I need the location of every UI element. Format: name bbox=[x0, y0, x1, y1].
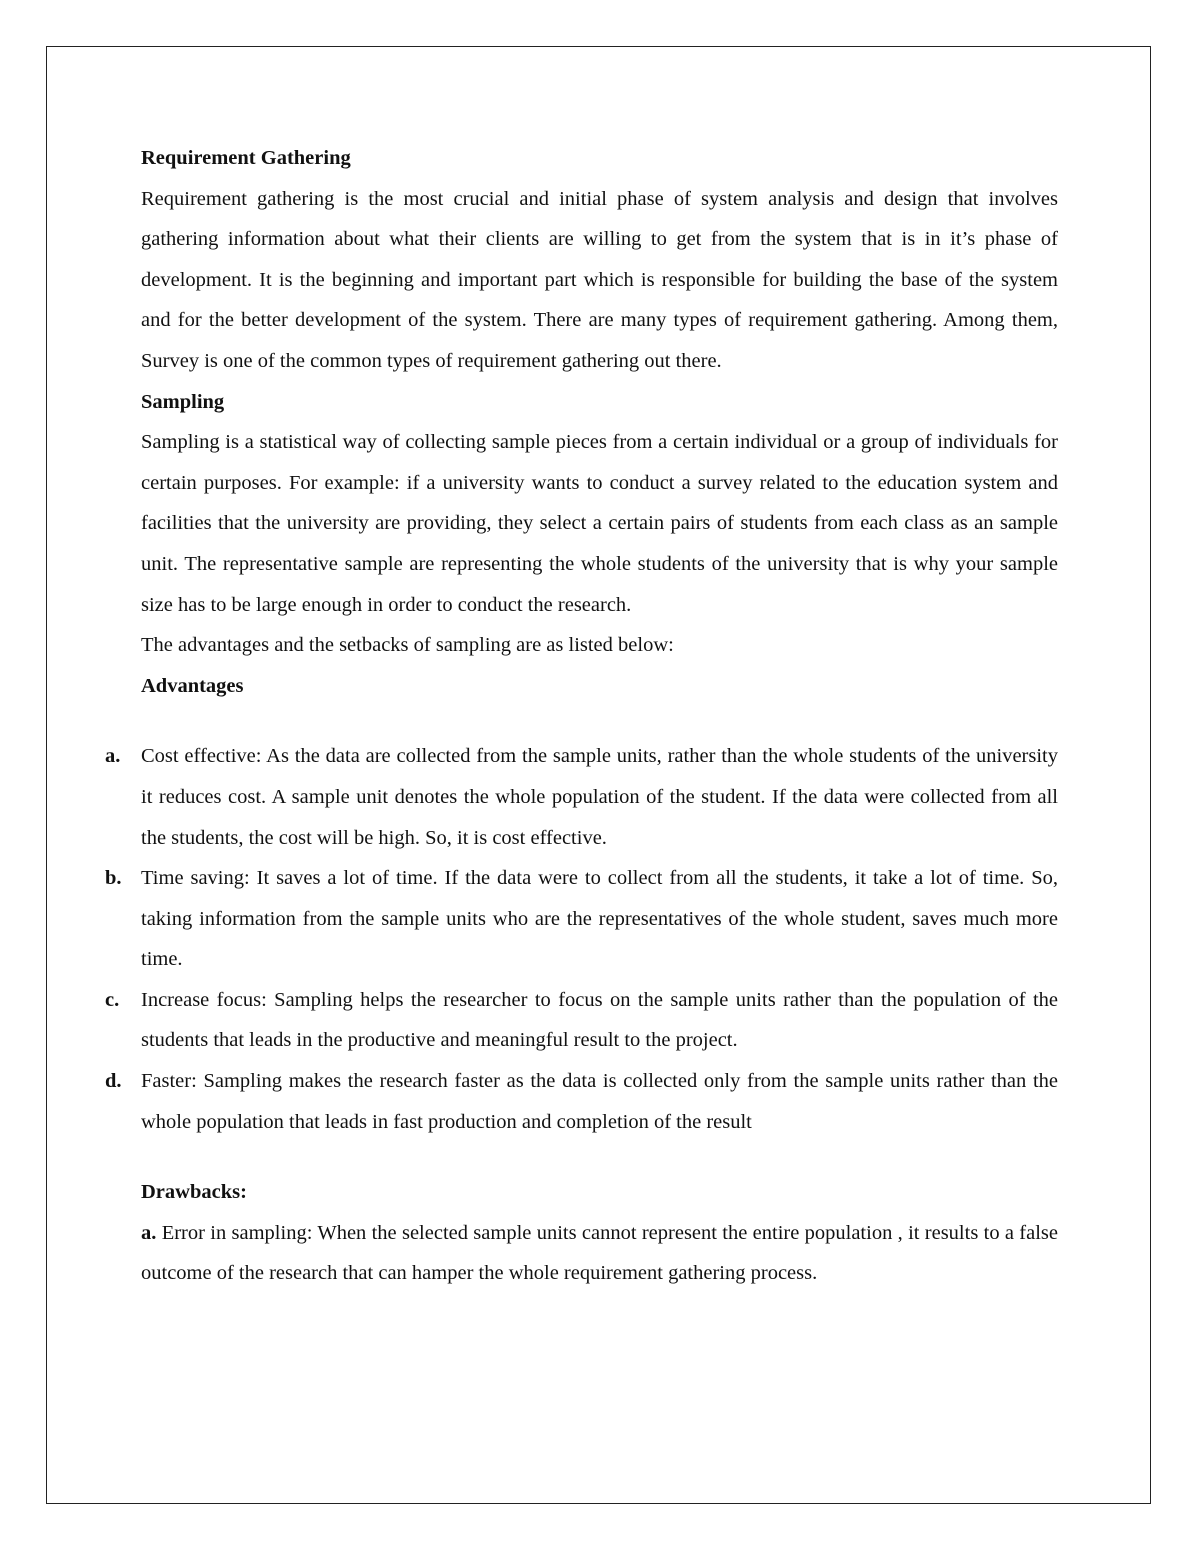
requirement-gathering-heading: Requirement Gathering bbox=[141, 147, 351, 169]
sampling-intro: The advantages and the setbacks of sampling are as listed below: bbox=[141, 634, 674, 657]
list-item-text: Time saving: It saves a lot of time. If the data were to collect from all the students, it take a lot of time. So, taking information from the sample units who are the representatives of the whole student, saves much more time. bbox=[141, 867, 1058, 971]
list-marker: d. bbox=[105, 1070, 122, 1093]
drawback-item-text: Error in sampling: When the selected sample units cannot represent the entire population , it results to a false outcome of the research that can hamper the whole requirement gathering process. bbox=[141, 1221, 1059, 1285]
sampling-paragraph: Sampling is a statistical way of collecting sample pieces from a certain individual or a group of individuals for certain purposes. For example: if a university wants to conduct a survey related to the education system and facilities that the university are providing, they select a certain pairs of students from each class as an sample unit. The representative sample are representing the whole students of the university that is why your sample size has to be large enough in order to conduct the research. bbox=[141, 431, 1058, 616]
list-marker: c. bbox=[105, 988, 120, 1011]
list-item-text: Faster: Sampling makes the research faster as the data is collected only from the sample units rather than the whole population that leads in fast production and completion of the result bbox=[141, 1070, 1058, 1133]
advantage-item-faster bbox=[105, 1061, 1058, 1142]
advantages-heading: Advantages bbox=[141, 674, 244, 697]
list-marker: b. bbox=[105, 867, 122, 890]
requirement-gathering-paragraph: Requirement gathering is the most crucial and initial phase of system analysis and design that involves gathering information about what their clients are willing to get from the system that is in it’s phase of development. It is the beginning and important part which is responsible for building the base of the system and for the better development of the system. There are many types of requirement gathering. Among them, Survey is one of the common types of requirement gathering out there. bbox=[141, 187, 1058, 372]
drawback-item-error-in-sampling bbox=[141, 1213, 1058, 1294]
advantages-list bbox=[105, 736, 1058, 1142]
advantage-item-time-saving bbox=[105, 858, 1058, 980]
advantage-item-cost-effective bbox=[105, 736, 1058, 858]
document-body bbox=[105, 138, 1059, 1294]
list-marker: a. bbox=[105, 745, 121, 768]
sampling-heading: Sampling bbox=[141, 390, 225, 413]
inline-marker: a. bbox=[141, 1221, 157, 1244]
drawbacks-heading: Drawbacks: bbox=[141, 1181, 247, 1204]
advantage-item-increase-focus bbox=[105, 980, 1058, 1061]
list-item-text: Cost effective: As the data are collected from the sample units, rather than the whole students of the university it reduces cost. A sample unit denotes the whole population of the student. If the data were collected from all the students, the cost will be high. So, it is cost effective. bbox=[141, 745, 1058, 849]
list-item-text: Increase focus: Sampling helps the researcher to focus on the sample units rather than the population of the students that leads in the productive and meaningful result to the project. bbox=[141, 988, 1058, 1052]
